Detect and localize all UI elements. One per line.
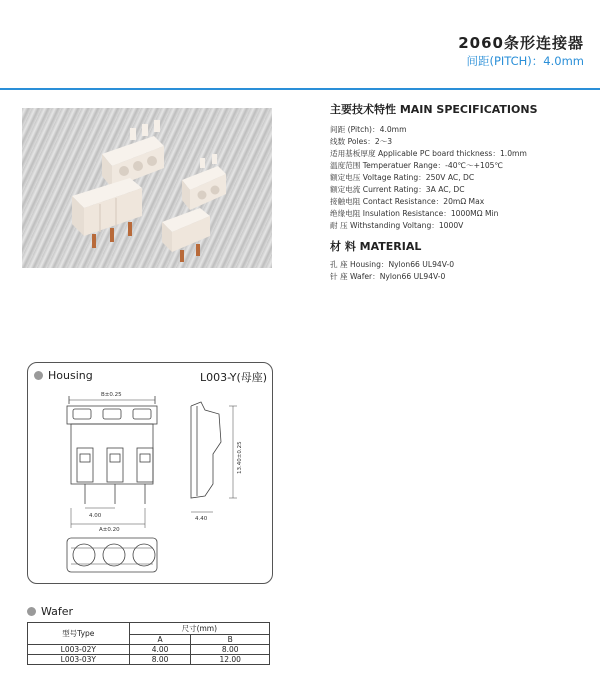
table-cell-b: 8.00 [191, 645, 270, 655]
page-subtitle: 间距(PITCH)：4.0mm [466, 54, 584, 68]
dim-pitch: 4.00 [89, 513, 102, 519]
table-cell-model: L003-03Y [28, 655, 130, 665]
bullet-icon [27, 607, 36, 616]
header-divider [0, 88, 600, 90]
spec-item: 适用基板厚度 Applicable PC board thickness：1.0mm [330, 149, 527, 158]
spec-item: 额定电流 Current Rating：3A AC, DC [330, 185, 465, 194]
housing-label: Housing [48, 369, 93, 382]
spec-item: 温度范围 Temperatuer Range：-40℃～+105℃ [330, 161, 504, 170]
connector-3pin-top [102, 120, 164, 188]
main-specs-title: 主要技术特性 MAIN SPECIFICATIONS [330, 103, 538, 116]
table-header-model: 型号Type [28, 623, 130, 645]
connector-2pin-top [182, 154, 226, 210]
table-row [28, 645, 270, 655]
spec-item: 额定电压 Voltage Rating：250V AC, DC [330, 173, 475, 182]
table-header-b: B [191, 635, 270, 645]
material-title: 材 料 MATERIAL [330, 240, 422, 253]
housing-model: L003-Y(母座) [200, 371, 268, 384]
table-header-a: A [129, 635, 191, 645]
table-cell-model: L003-02Y [28, 645, 130, 655]
housing-front-view [67, 396, 157, 528]
dim-height: 13.40±0.25 [237, 441, 243, 474]
table-cell-a: 8.00 [129, 655, 191, 665]
table-row [28, 655, 270, 665]
table-cell-a: 4.00 [129, 645, 191, 655]
wafer-dimension-table [27, 622, 270, 665]
dim-a: A±0.20 [99, 527, 120, 533]
housing-technical-drawing [27, 362, 271, 582]
table-header-size: 尺寸(mm) [129, 623, 269, 635]
table-header-row [28, 623, 270, 635]
spec-item: 接触电阻 Contact Resistance：20mΩ Max [330, 197, 485, 206]
connector-3pin-wafer [72, 178, 142, 248]
housing-bottom-view [67, 538, 157, 572]
dim-depth: 4.40 [195, 516, 208, 522]
product-photo [22, 108, 272, 268]
material-item: 针 座 Wafer：Nylon66 UL94V-0 [330, 272, 446, 281]
spec-item: 线数 Poles：2～3 [330, 137, 393, 146]
dim-b: B±0.25 [101, 392, 122, 398]
spec-item: 耐 压 Withstanding Voltang：1000V [330, 221, 464, 230]
wafer-header [27, 605, 73, 618]
page-title: 2060条形连接器 [458, 34, 584, 52]
wafer-label: Wafer [41, 605, 74, 618]
table-cell-b: 12.00 [191, 655, 270, 665]
housing-side-view [191, 402, 237, 512]
connector-2pin-wafer [162, 208, 210, 262]
material-item: 孔 座 Housing：Nylon66 UL94V-0 [330, 260, 455, 269]
spec-item: 绝缘电阻 Insulation Resistance：1000MΩ Min [330, 209, 499, 218]
spec-item: 间距 (Pitch)：4.0mm [330, 125, 407, 134]
connector-photo-illustration [22, 108, 272, 268]
